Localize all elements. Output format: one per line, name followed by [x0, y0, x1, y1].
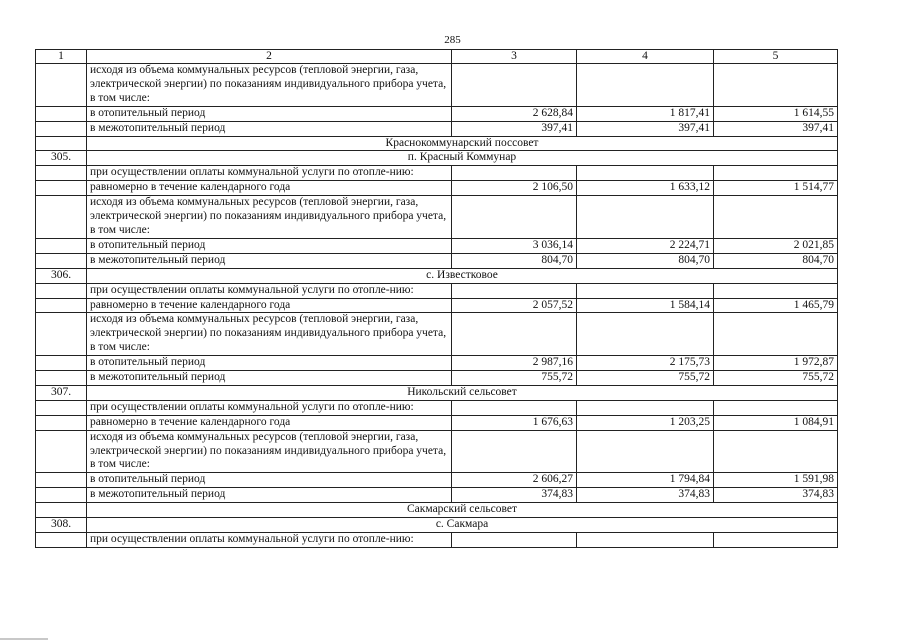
row-description: исходя из объема коммунальных ресурсов (тепловой энергии, газа, электрической энергии) по показаниям индивидуального прибора учета, в том числе:: [87, 313, 452, 356]
row-number: [36, 64, 87, 107]
table-row: [36, 181, 838, 196]
table-row: [36, 238, 838, 253]
row-number: [36, 181, 87, 196]
value-col-3: 1 676,63: [452, 415, 577, 430]
row-description: в межотопительный период: [87, 253, 452, 268]
description-row: [36, 533, 838, 548]
value-col-5: 2 021,85: [714, 238, 838, 253]
description-row: [36, 430, 838, 473]
section-title: Никольский сельсовет: [87, 385, 838, 400]
value-col-3: 804,70: [452, 253, 577, 268]
section-title: с. Сакмара: [87, 518, 838, 533]
value-col-3: 397,41: [452, 121, 577, 136]
value-col-5: 1 972,87: [714, 356, 838, 371]
row-number: [36, 488, 87, 503]
value-col-4: 1 633,12: [577, 181, 714, 196]
table-row: [36, 356, 838, 371]
value-col-3: 755,72: [452, 371, 577, 386]
value-col-5: 1 591,98: [714, 473, 838, 488]
table-row: [36, 371, 838, 386]
value-cell-empty: [714, 313, 838, 356]
value-cell-empty: [452, 400, 577, 415]
value-cell-empty: [452, 430, 577, 473]
row-number: [36, 136, 87, 151]
value-col-5: 374,83: [714, 488, 838, 503]
column-header: 1: [36, 50, 87, 64]
value-cell-empty: [577, 400, 714, 415]
table-row: [36, 253, 838, 268]
page-number: 285: [444, 34, 461, 46]
value-cell-empty: [714, 166, 838, 181]
description-row: [36, 313, 838, 356]
value-col-5: 1 084,91: [714, 415, 838, 430]
value-cell-empty: [714, 533, 838, 548]
section-title: Краснокоммунарский поссовет: [87, 136, 838, 151]
row-number: [36, 196, 87, 239]
row-number: [36, 356, 87, 371]
value-col-3: 2 628,84: [452, 106, 577, 121]
value-col-5: 1 614,55: [714, 106, 838, 121]
value-cell-empty: [714, 64, 838, 107]
table-row: [36, 415, 838, 430]
section-title: с. Известковое: [87, 268, 838, 283]
value-col-4: 2 224,71: [577, 238, 714, 253]
table-row: [36, 298, 838, 313]
table-row: [36, 121, 838, 136]
row-number: [36, 298, 87, 313]
column-header: 4: [577, 50, 714, 64]
section-title: Сакмарский сельсовет: [87, 503, 838, 518]
row-description: в межотопительный период: [87, 488, 452, 503]
value-col-5: 1 514,77: [714, 181, 838, 196]
row-number: 306.: [36, 268, 87, 283]
value-cell-empty: [714, 400, 838, 415]
value-cell-empty: [577, 166, 714, 181]
tariff-table: [35, 49, 838, 548]
row-description: равномерно в течение календарного года: [87, 181, 452, 196]
value-cell-empty: [452, 283, 577, 298]
row-number: [36, 313, 87, 356]
value-cell-empty: [452, 313, 577, 356]
row-number: [36, 283, 87, 298]
value-col-5: 1 465,79: [714, 298, 838, 313]
value-col-3: 2 987,16: [452, 356, 577, 371]
section-row: [36, 136, 838, 151]
value-cell-empty: [577, 313, 714, 356]
value-col-4: 1 817,41: [577, 106, 714, 121]
column-header: 2: [87, 50, 452, 64]
section-row: [36, 385, 838, 400]
column-header: 3: [452, 50, 577, 64]
table-row: [36, 488, 838, 503]
row-number: [36, 400, 87, 415]
description-row: [36, 166, 838, 181]
value-cell-empty: [452, 64, 577, 107]
row-number: 308.: [36, 518, 87, 533]
value-col-4: 1 584,14: [577, 298, 714, 313]
row-number: 305.: [36, 151, 87, 166]
value-cell-empty: [577, 196, 714, 239]
description-row: [36, 196, 838, 239]
column-header: 5: [714, 50, 838, 64]
value-cell-empty: [452, 533, 577, 548]
row-number: 307.: [36, 385, 87, 400]
value-col-3: 2 057,52: [452, 298, 577, 313]
row-number: [36, 121, 87, 136]
description-row: [36, 400, 838, 415]
row-description: равномерно в течение календарного года: [87, 298, 452, 313]
value-cell-empty: [577, 283, 714, 298]
table-header-row: [36, 50, 838, 64]
row-description: исходя из объема коммунальных ресурсов (тепловой энергии, газа, электрической энергии) по показаниям индивидуального прибора учета, в том числе:: [87, 196, 452, 239]
row-description: в межотопительный период: [87, 371, 452, 386]
value-col-4: 397,41: [577, 121, 714, 136]
value-col-4: 755,72: [577, 371, 714, 386]
value-cell-empty: [577, 533, 714, 548]
row-description: в отопительный период: [87, 356, 452, 371]
row-number: [36, 473, 87, 488]
table-body: [36, 64, 838, 548]
row-number: [36, 238, 87, 253]
value-cell-empty: [577, 430, 714, 473]
value-col-3: 374,83: [452, 488, 577, 503]
value-col-4: 374,83: [577, 488, 714, 503]
value-col-3: 3 036,14: [452, 238, 577, 253]
row-number: [36, 430, 87, 473]
value-cell-empty: [452, 166, 577, 181]
row-description: исходя из объема коммунальных ресурсов (тепловой энергии, газа, электрической энергии) по показаниям индивидуального прибора учета, в том числе:: [87, 64, 452, 107]
row-description: при осуществлении оплаты коммунальной услуги по отопле-нию:: [87, 283, 452, 298]
row-description: в отопительный период: [87, 238, 452, 253]
value-col-5: 804,70: [714, 253, 838, 268]
section-row: [36, 151, 838, 166]
row-description: исходя из объема коммунальных ресурсов (тепловой энергии, газа, электрической энергии) по показаниям индивидуального прибора учета, в том числе:: [87, 430, 452, 473]
value-col-4: 1 794,84: [577, 473, 714, 488]
row-number: [36, 166, 87, 181]
section-row: [36, 503, 838, 518]
row-description: в межотопительный период: [87, 121, 452, 136]
section-row: [36, 268, 838, 283]
table-row: [36, 473, 838, 488]
row-number: [36, 533, 87, 548]
row-description: в отопительный период: [87, 473, 452, 488]
row-number: [36, 371, 87, 386]
description-row: [36, 64, 838, 107]
section-title: п. Красный Коммунар: [87, 151, 838, 166]
table-row: [36, 106, 838, 121]
row-description: при осуществлении оплаты коммунальной услуги по отопле-нию:: [87, 533, 452, 548]
row-description: равномерно в течение календарного года: [87, 415, 452, 430]
value-col-3: 2 606,27: [452, 473, 577, 488]
value-cell-empty: [714, 196, 838, 239]
value-col-5: 755,72: [714, 371, 838, 386]
row-number: [36, 503, 87, 518]
row-number: [36, 253, 87, 268]
row-description: при осуществлении оплаты коммунальной услуги по отопле-нию:: [87, 400, 452, 415]
value-cell-empty: [452, 196, 577, 239]
row-description: при осуществлении оплаты коммунальной услуги по отопле-нию:: [87, 166, 452, 181]
value-col-4: 804,70: [577, 253, 714, 268]
value-col-4: 1 203,25: [577, 415, 714, 430]
row-description: в отопительный период: [87, 106, 452, 121]
value-col-5: 397,41: [714, 121, 838, 136]
value-col-3: 2 106,50: [452, 181, 577, 196]
row-number: [36, 415, 87, 430]
value-cell-empty: [577, 64, 714, 107]
section-row: [36, 518, 838, 533]
description-row: [36, 283, 838, 298]
value-cell-empty: [714, 430, 838, 473]
value-cell-empty: [714, 283, 838, 298]
value-col-4: 2 175,73: [577, 356, 714, 371]
row-number: [36, 106, 87, 121]
